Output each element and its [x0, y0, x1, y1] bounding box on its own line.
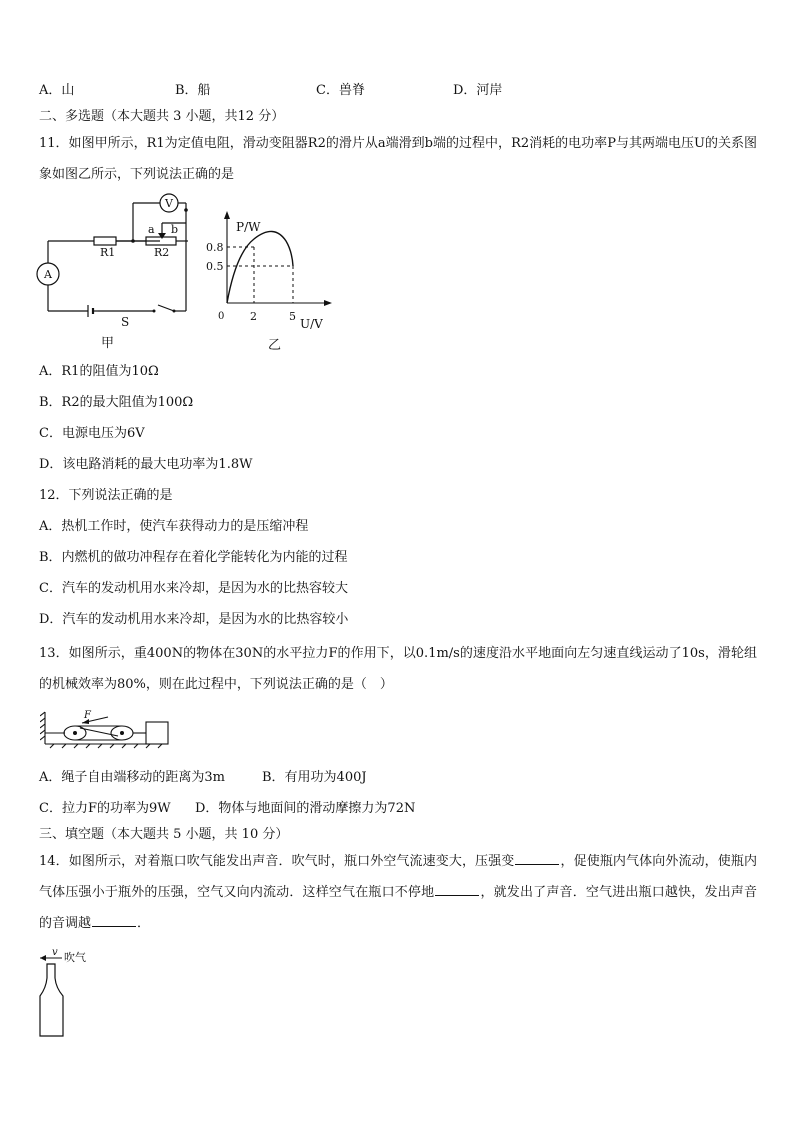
- q10-option-d: D．河岸: [453, 83, 503, 98]
- blow-label: 吹气: [64, 951, 86, 964]
- answer-blank-1[interactable]: [515, 850, 559, 865]
- q14-text-3: ，就发出了声音．空气进出瓶口越快，发出声音的音调越: [39, 885, 757, 931]
- origin-label: 0: [218, 311, 225, 322]
- bottle-icon: [40, 964, 63, 1036]
- q12-stem: 12．下列说法正确的是: [39, 488, 173, 503]
- y-axis-arrow-icon: [224, 211, 230, 219]
- section2-title: 二、多选题（本大题共 3 小题，共12 分）: [39, 109, 285, 124]
- q14-text-2: ，促使瓶内气体向外流动，使瓶内气体压强小于瓶外的压强，空气又向内流动．这样空气在瓶口不停地: [39, 854, 757, 900]
- voltmeter-label: V: [165, 197, 173, 210]
- q12-option-d: D．汽车的发动机用水来冷却，是因为水的比热容较小: [39, 612, 349, 627]
- q14-text-1: 14．如图所示，对着瓶口吹气能发出声音．吹气时，瓶口外空气流速变大，压强变: [39, 854, 515, 869]
- q12-option-b: B．内燃机的做功冲程存在着化学能转化为内能的过程: [39, 550, 348, 565]
- x-tick-5: 5: [289, 310, 296, 323]
- x-axis-label: U/V: [300, 317, 323, 331]
- terminal-a-label: a: [148, 223, 155, 236]
- q13-option-a: A．绳子自由端移动的距离为3m: [39, 770, 225, 785]
- q13-option-c: C．拉力F的功率为9W: [39, 801, 171, 816]
- x-tick-2: 2: [250, 310, 257, 323]
- r1-resistor: [94, 237, 116, 245]
- pulley-figure: [40, 706, 175, 750]
- r2-label: R2: [154, 246, 170, 259]
- answer-blank-3[interactable]: [92, 912, 136, 927]
- junction-dot: [131, 239, 135, 243]
- x-axis-arrow-icon: [324, 300, 332, 306]
- q12-option-a: A．热机工作时，使汽车获得动力的是压缩冲程: [39, 519, 309, 534]
- r1-label: R1: [100, 246, 116, 259]
- y-tick-0-8: 0.8: [206, 241, 224, 254]
- q10-option-b: B．船: [175, 83, 211, 98]
- switch-contact: [173, 310, 176, 313]
- terminal-b-label: b: [171, 223, 179, 236]
- circuit-caption: 甲: [101, 336, 115, 351]
- q11-stem: 11．如图甲所示，R1为定值电阻，滑动变阻器R2的滑片从a端滑到b端的过程中，R2消耗的电功率P与其两端电压U的关系图象如图乙所示，下列说法正确的是: [39, 136, 757, 182]
- y-tick-0-5: 0.5: [206, 260, 224, 273]
- q11-option-b: B．R2的最大阻值为100Ω: [39, 395, 194, 410]
- block-object: [146, 722, 168, 744]
- force-label: F: [84, 710, 91, 721]
- q13-option-d: D．物体与地面间的滑动摩擦力为72N: [195, 801, 416, 816]
- q12-option-c: C．汽车的发动机用水来冷却，是因为水的比热容较大: [39, 581, 348, 596]
- slider-arrow-icon: [158, 233, 166, 239]
- q11-option-d: D．该电路消耗的最大电功率为1.8W: [39, 457, 253, 472]
- q13-option-b: B．有用功为400J: [262, 770, 367, 785]
- power-curve: [227, 231, 293, 303]
- q10-option-a: A．山: [39, 83, 75, 98]
- bottle-figure: [36, 944, 106, 1040]
- q13-stem: 13．如图所示，重400N的物体在30N的水平拉力F的作用下，以0.1m/s的速度沿水平地面向左匀速直线运动了10s，滑轮组的机械效率为80%，则在此过程中，下列说法正确的是（ ）: [39, 646, 757, 692]
- ammeter-label: A: [44, 268, 52, 281]
- velocity-arrow-icon: [40, 955, 46, 961]
- q11-figures: [36, 193, 346, 353]
- junction-dot: [184, 208, 188, 212]
- switch-label: S: [121, 315, 130, 329]
- q11-option-c: C．电源电压为6V: [39, 426, 145, 441]
- q11-option-a: A．R1的阻值为10Ω: [39, 364, 159, 379]
- switch-contact: [153, 310, 156, 313]
- velocity-label: v: [52, 947, 58, 958]
- y-axis-label: P/W: [236, 220, 261, 234]
- q14-text-4: ．: [137, 916, 151, 931]
- q10-option-c: C．兽脊: [316, 83, 365, 98]
- answer-blank-2[interactable]: [435, 881, 479, 896]
- q14-stem: [39, 846, 757, 939]
- section3-title: 三、填空题（本大题共 5 小题，共 10 分）: [39, 827, 289, 842]
- graph-caption: 乙: [268, 338, 282, 353]
